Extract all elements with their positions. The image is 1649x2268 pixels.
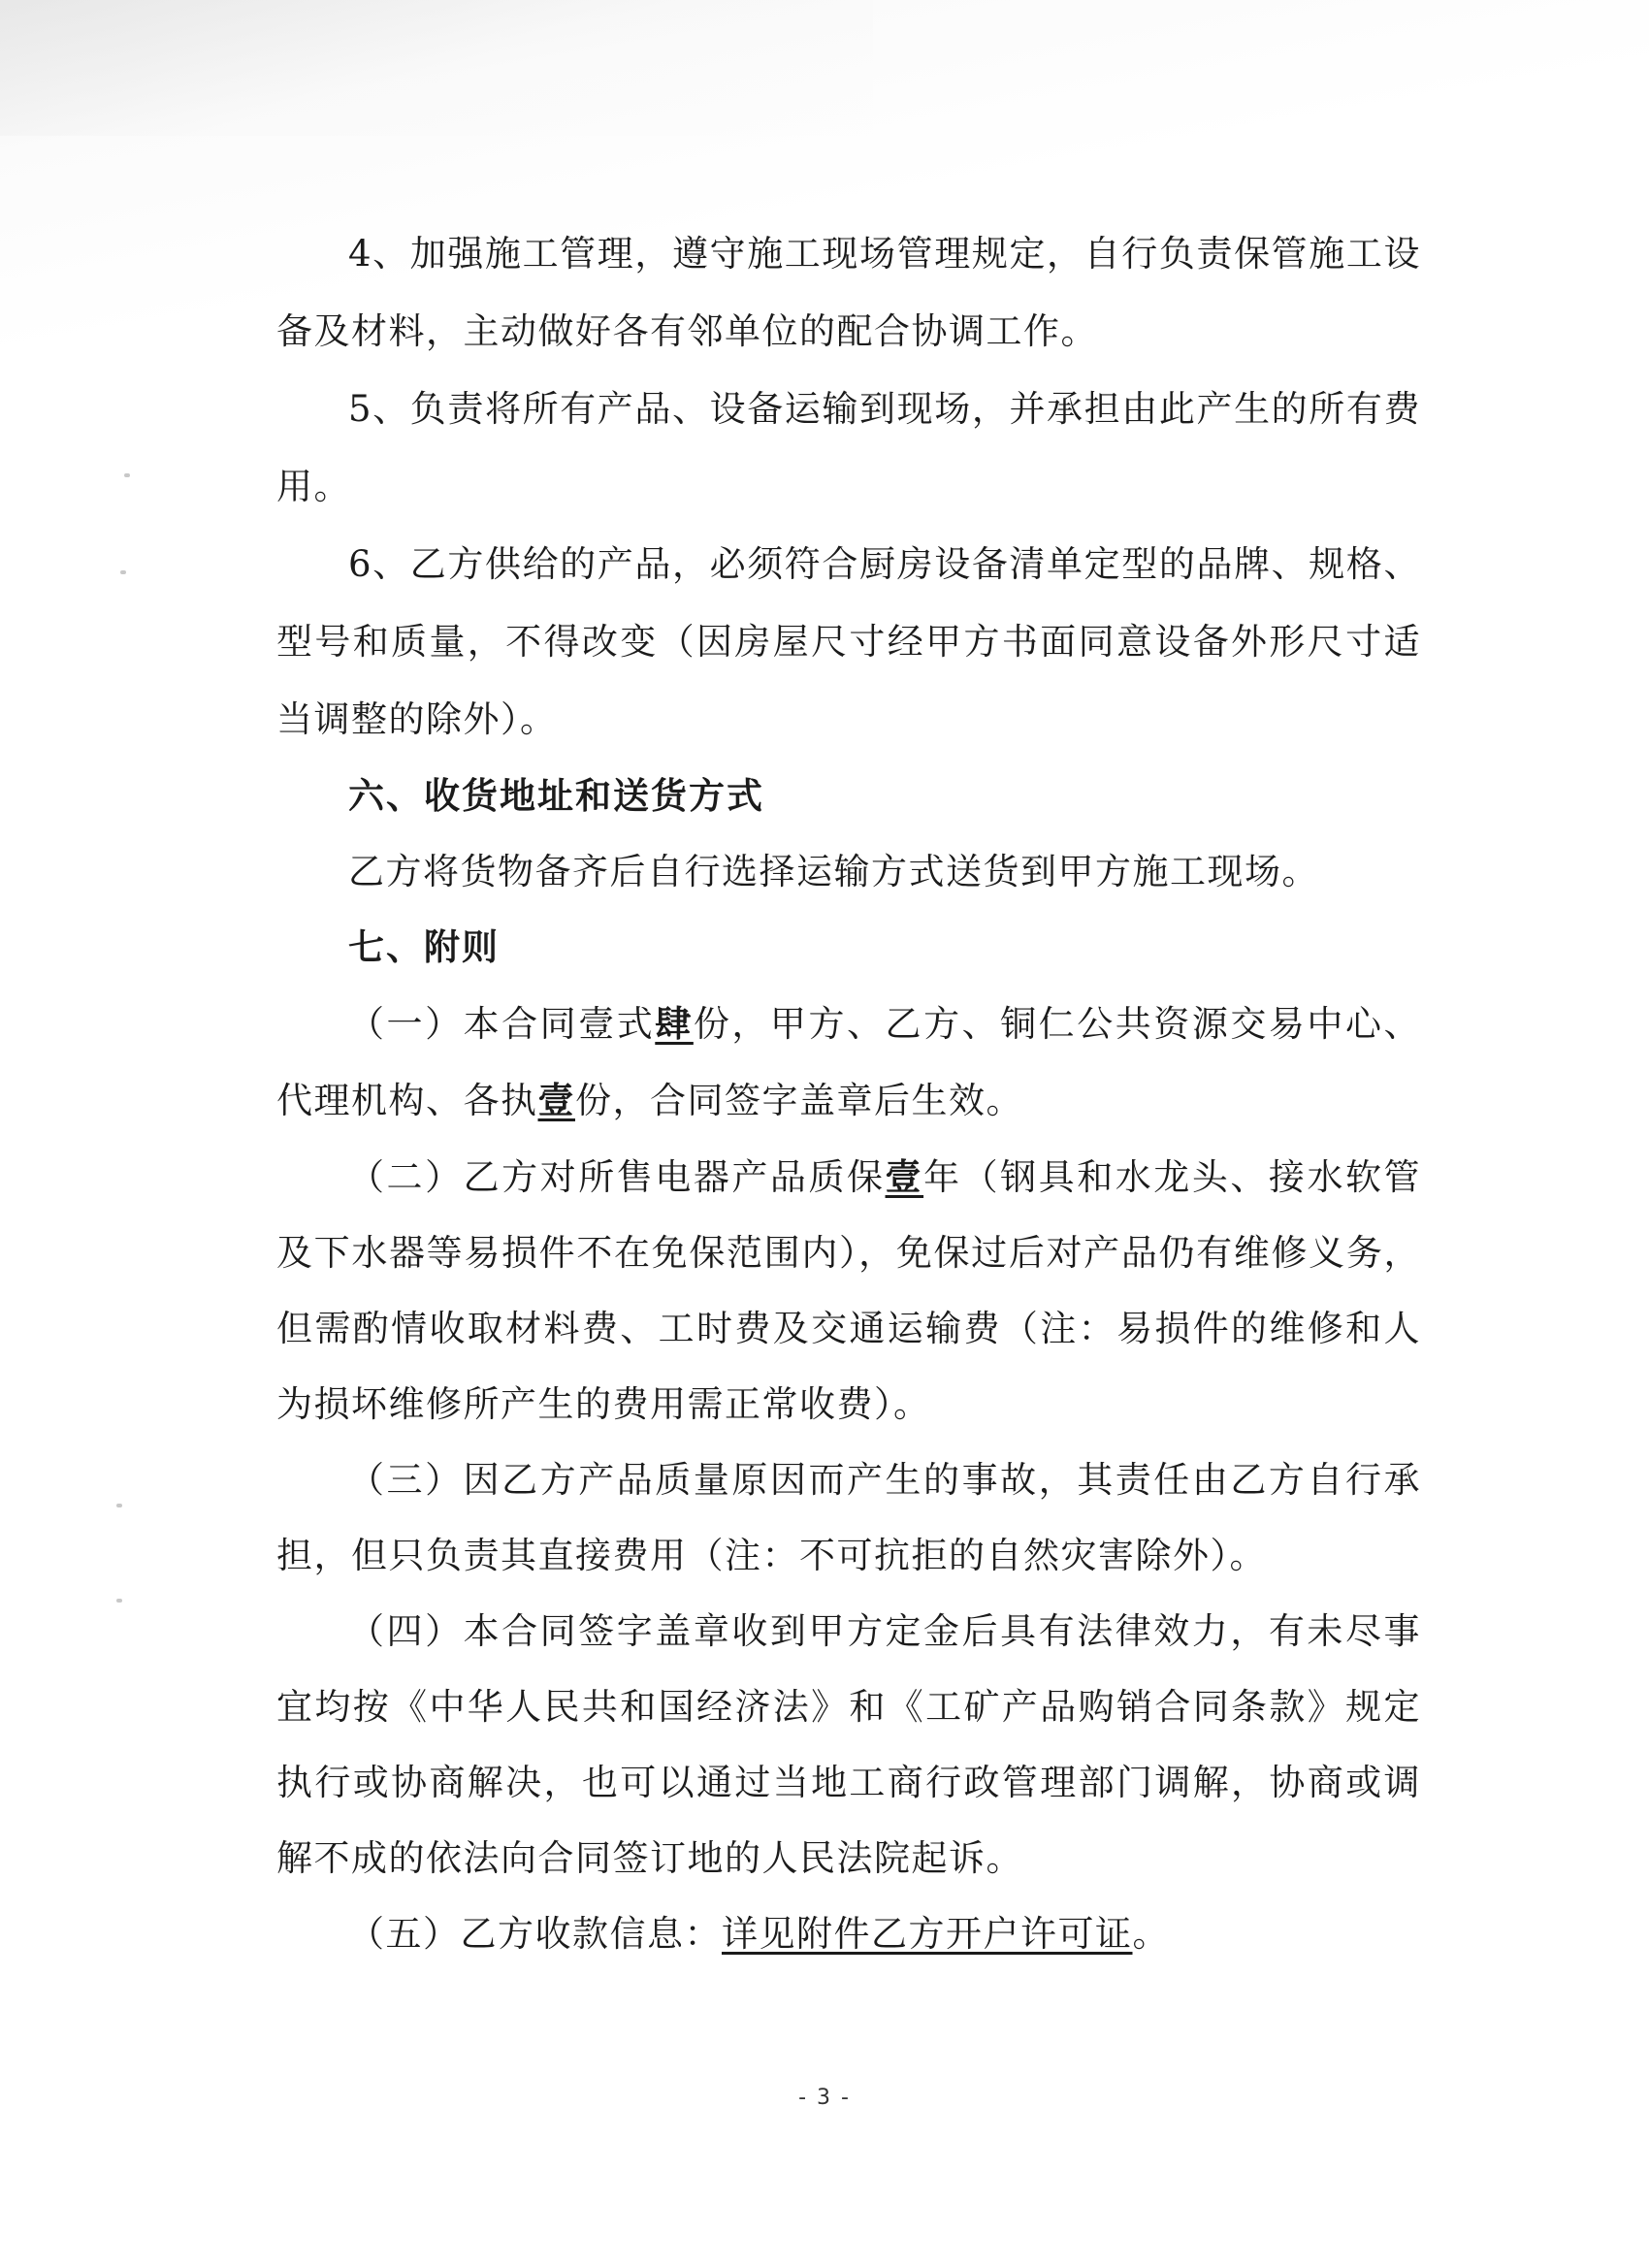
clause-2 <box>276 1139 1421 1442</box>
section-6-text: 乙方将货物备齐后自行选择运输方式送货到甲方施工现场。 <box>348 851 1319 892</box>
scan-speck <box>116 1504 122 1507</box>
clause-1-each-copies: 壹 <box>537 1079 575 1121</box>
clause-2-part-c: 年（钢具和水龙头、接水软管及下水器等易损件不在免保范围内），免保过后对产品仍有维修义务，但需酌情收取材料费、工时费及交通运输费（注：易损件的维修和人为损坏维修所产生的费用需正常收费）。 <box>276 1156 1422 1425</box>
paragraph-item-4: 4、加强施工管理，遵守施工现场管理规定，自行负责保管施工设备及材料，主动做好各有邻单位的配合协调工作。 <box>276 233 1421 352</box>
scan-speck <box>120 570 126 574</box>
clause-1-part-a: （一）本合同壹式 <box>348 1003 656 1045</box>
document-body <box>276 215 1421 1972</box>
paragraph-item-6: 6、乙方供给的产品，必须符合厨房设备清单定型的品牌、规格、型号和质量，不得改变（因房屋尺寸经甲方书面同意设备外形尺寸适当调整的除外）。 <box>276 543 1421 740</box>
clause-4: （四）本合同签字盖章收到甲方定金后具有法律效力，有未尽事宜均按《中华人民共和国经济法》和《工矿产品购销合同条款》规定执行或协商解决，也可以通过当地工商行政管理部门调解，协商或调解不成的依法向合同签订地的人民法院起诉。 <box>276 1610 1421 1879</box>
clause-3: （三）因乙方产品质量原因而产生的事故，其责任由乙方自行承担，但只负责其直接费用（注：不可抗拒的自然灾害除外）。 <box>276 1459 1421 1576</box>
clause-5-part-a: （五）乙方收款信息： <box>348 1913 722 1955</box>
clause-1-part-c: 份，甲方、乙方、铜仁公共资源交易中心、代理机构、各执 <box>276 1003 1422 1121</box>
clause-1 <box>276 986 1421 1139</box>
clause-5-part-c: 。 <box>1132 1913 1170 1955</box>
clause-1-part-e: 份，合同签字盖章后生效。 <box>575 1080 1023 1121</box>
clause-1-copies: 肆 <box>655 1002 694 1045</box>
page-number: - 3 - <box>798 2086 851 2110</box>
clause-2-part-a: （二）乙方对所售电器产品质保 <box>348 1156 886 1198</box>
clause-5 <box>276 1896 1421 1972</box>
clause-2-warranty-years: 壹 <box>885 1155 924 1198</box>
scan-smudge <box>0 0 873 136</box>
scan-speck <box>116 1599 122 1603</box>
scan-speck <box>124 473 130 477</box>
paragraph-item-5: 5、负责将所有产品、设备运输到现场，并承担由此产生的所有费用。 <box>276 388 1421 507</box>
section-7-heading: 七、附则 <box>348 926 500 968</box>
section-6-heading: 六、收货地址和送货方式 <box>348 775 764 817</box>
clause-5-payment-info: 详见附件乙方开户许可证 <box>722 1913 1133 1955</box>
